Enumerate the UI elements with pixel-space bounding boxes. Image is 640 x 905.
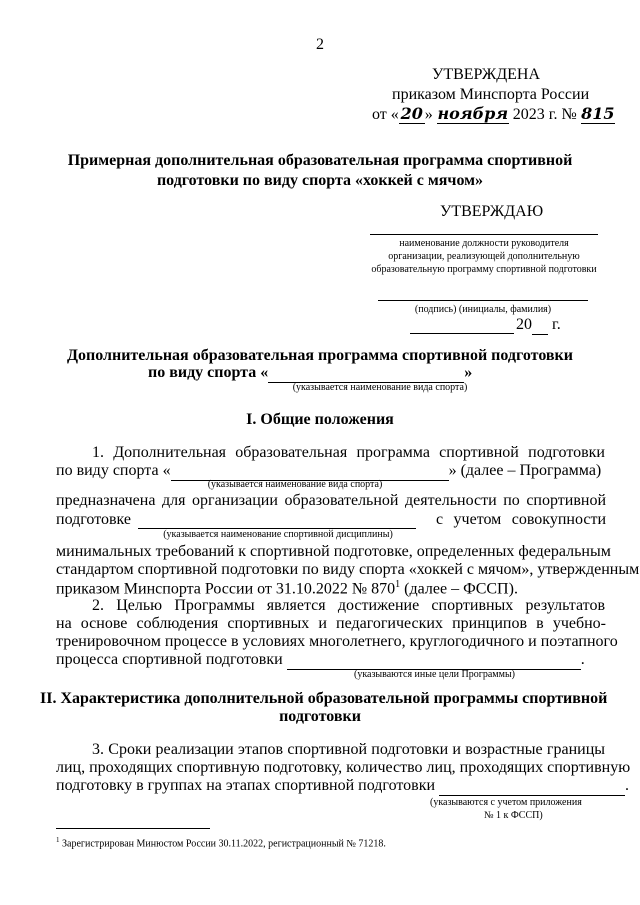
p1-line4-suffix: с учетом совокупности	[436, 511, 606, 528]
p2-line4	[56, 651, 585, 670]
p1-caption-discipline: (указывается наименование спортивной дисциплины)	[163, 529, 393, 540]
doc-title-line1: Примерная дополнительная образовательная программа спортивной	[67, 152, 573, 169]
p1-line4-prefix: подготовке	[56, 511, 132, 528]
close-quote: »	[424, 106, 433, 123]
handwritten-day: 20	[400, 104, 423, 123]
p1-line5: минимальных требований к спортивной подготовке, определенных федеральным	[56, 543, 611, 560]
approve-caption1: наименование должности руководителя	[399, 238, 569, 249]
approve-caption2: организации, реализующей дополнительную	[388, 251, 580, 262]
footnote-text: Зарегистрирован Минюстом России 30.11.2022, регистрационный № 71218.	[59, 838, 386, 850]
p1-line1: 1. Дополнительная образовательная программа спортивной подготовки	[92, 444, 605, 461]
p1-line3: предназначена для организации образовательной деятельности по спортивной	[56, 492, 606, 509]
p2-line4-end: .	[580, 651, 585, 668]
footnote	[56, 836, 386, 849]
approved-date-line	[372, 104, 615, 124]
program-title-line2	[148, 364, 472, 383]
p2-caption: (указываются иные цели Программы)	[354, 669, 516, 680]
p3-line3	[56, 777, 629, 796]
handwritten-number: 815	[581, 104, 615, 123]
footnote-mark: 1	[56, 836, 60, 844]
signature-line	[378, 300, 588, 301]
approve-caption3: образовательную программу спортивной подготовки	[371, 264, 597, 275]
p2-line4-text: процесса спортивной подготовки	[56, 651, 283, 668]
p1-line7-text: приказом Минспорта России от 31.10.2022 № 870	[56, 580, 396, 598]
date-line	[410, 333, 514, 334]
from-label: от «	[372, 106, 399, 123]
year-prefix: 20	[516, 316, 532, 333]
section2-heading-line2: подготовки	[279, 708, 361, 725]
p3-line3-text: подготовку в группах на этапах спортивной подготовки	[56, 777, 436, 794]
signature-caption: (подпись) (инициалы, фамилия)	[414, 304, 552, 315]
section2-heading-line1: II. Характеристика дополнительной образовательной программы спортивной	[40, 690, 608, 707]
footnote-separator	[56, 828, 210, 829]
program-title-line1: Дополнительная образовательная программа спортивной подготовки	[66, 347, 573, 364]
p1-line2-prefix: по виду спорта «	[56, 462, 171, 479]
year-text: 2023 г. №	[512, 106, 577, 123]
approved-heading: УТВЕРЖДЕНА	[432, 66, 541, 83]
p1-caption-sport: (указывается наименование вида спорта)	[207, 479, 383, 490]
p2-line1: 2. Целью Программы является достижение спортивных результатов	[92, 597, 605, 614]
approved-order-line: приказом Минспорта России	[392, 86, 590, 103]
p2-line3: тренировочном процессе в условиях многолетнего, круглогодичного и поэтапного	[56, 633, 618, 650]
footnote-ref: 1	[395, 579, 401, 590]
handwritten-month: ноября	[437, 104, 509, 123]
p3-line1: 3. Сроки реализации этапов спортивной подготовки и возрастные границы	[92, 741, 605, 758]
p1-line6: стандартом спортивной подготовки по виду спорта «хоккей с мячом», утвержденным	[56, 561, 640, 578]
p2-line2: на основе соблюдения спортивных и педагогических принципов в учебно-	[56, 615, 606, 632]
p1-line7	[56, 579, 518, 598]
program-title-caption: (указывается наименование вида спорта)	[292, 382, 468, 393]
page-number: 2	[316, 36, 324, 53]
p3-line3-end: .	[625, 777, 630, 794]
p3-line2: лиц, проходящих спортивную подготовку, количество лиц, проходящих спортивную	[56, 759, 631, 776]
p3-caption2: № 1 к ФССП)	[484, 810, 543, 821]
p1-line2-suffix: » (далее – Программа)	[448, 462, 602, 479]
p1-line7-end: (далее – ФССП).	[400, 580, 518, 598]
program-title-prefix: по виду спорта «	[148, 364, 269, 381]
approve-year-line	[516, 316, 561, 335]
program-title-suffix: »	[464, 364, 473, 381]
section1-heading: I. Общие положения	[246, 411, 394, 428]
doc-title-line2: подготовки по виду спорта «хоккей с мячом»	[156, 172, 484, 189]
approve-heading: УТВЕРЖДАЮ	[440, 203, 544, 220]
p3-caption1: (указываются с учетом приложения	[430, 797, 582, 808]
position-line	[370, 234, 598, 235]
year-end: г.	[552, 316, 561, 333]
